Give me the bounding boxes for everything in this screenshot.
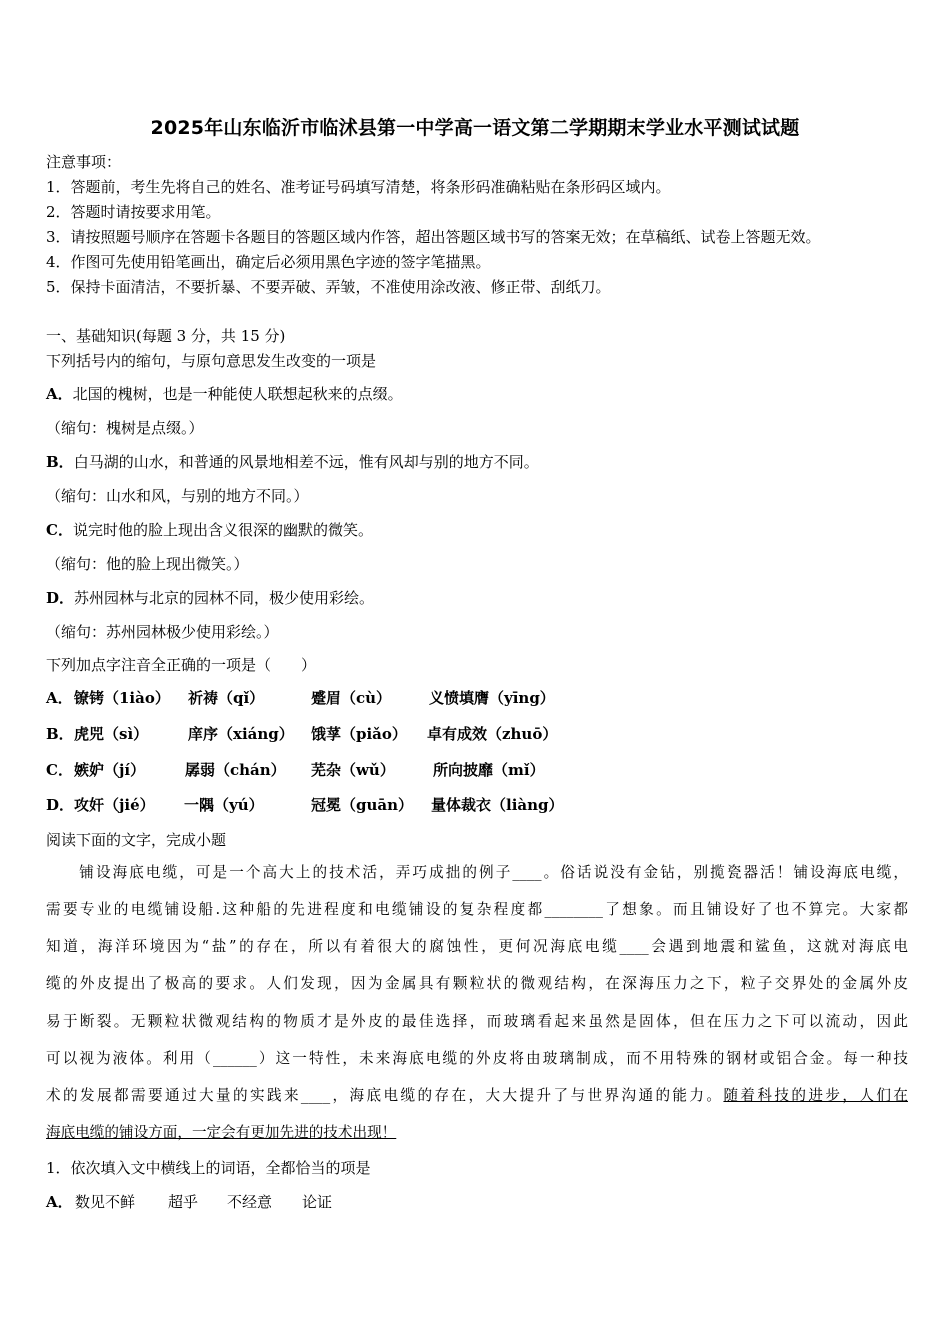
option-label: A． xyxy=(46,689,73,707)
option-label: A． xyxy=(46,1193,73,1211)
option-item: 镣铐（1iào） xyxy=(74,689,170,707)
option-label: D． xyxy=(46,589,75,607)
notice-item-3: 3．请按照题号顺序在答题卡各题目的答题区域内作答，超出答题区域书写的答案无效；在草稿纸、试卷上答题无效。 xyxy=(46,228,821,246)
q1-option-b xyxy=(46,452,539,472)
option-item: 义愤填膺（yīng） xyxy=(429,689,555,707)
option-item: 孱弱（chán） xyxy=(185,761,286,779)
notice-item-5: 5．保持卡面清洁，不要折暴、不要弄破、弄皱，不准使用涂改液、修正带、刮纸刀。 xyxy=(46,278,611,296)
option-label: B． xyxy=(46,725,74,743)
option-label: C． xyxy=(46,761,73,779)
q1-option-a xyxy=(46,384,403,404)
option-item: 攻奸（jié） xyxy=(74,796,155,814)
passage-line: 易于断裂。无颗粒状微观结构的物质才是外皮的最佳选择，而玻璃看起来虽然是固体，但在压力之下可以流动，因此 xyxy=(46,1013,908,1030)
underlined-sentence: 海底电缆的铺设方面，一定会有更加先进的技术出现！ xyxy=(46,1124,397,1141)
option-item: 冠冕（guān） xyxy=(311,796,414,814)
option-item: 论证 xyxy=(302,1193,333,1211)
option-text: 北国的槐树，也是一种能使人联想起秋来的点缀。 xyxy=(72,385,403,403)
option-item: 饿莩（piǎo） xyxy=(311,725,407,743)
option-item: 所向披靡（mǐ） xyxy=(433,761,545,779)
option-item: 卓有成效（zhuō） xyxy=(427,725,558,743)
q1-option-b-note: （缩句：山水和风，与别的地方不同。） xyxy=(46,487,309,505)
option-item: 量体裁衣（liàng） xyxy=(431,796,564,814)
passage-line: 知道，海洋环境因为“盐”的存在，所以有着很大的腐蚀性，更何况海底电缆____会遇到地震和鲨鱼，这就对海底电 xyxy=(46,938,908,955)
option-item: 不经意 xyxy=(227,1193,273,1211)
section-heading: 一、基础知识(每题 3 分，共 15 分) xyxy=(46,327,286,345)
option-text: 白马湖的山水，和普通的风景地相差不远，惟有风却与别的地方不同。 xyxy=(73,453,539,471)
exam-title: 2025年山东临沂市临沭县第一中学高一语文第二学期期末学业水平测试试题 xyxy=(150,117,800,139)
option-label: C． xyxy=(46,521,73,539)
option-item: 虎兕（sì） xyxy=(74,725,149,743)
q1-option-c xyxy=(46,520,373,540)
q3-stem: 1．依次填入文中横线上的词语，全都恰当的项是 xyxy=(46,1159,371,1177)
q1-option-d-note: （缩句：苏州园林极少使用彩绘。） xyxy=(46,623,279,641)
option-label: A． xyxy=(46,385,73,403)
option-text: 说完时他的脸上现出含义很深的幽默的微笑。 xyxy=(72,521,373,539)
notice-item-4: 4．作图可先使用铅笔画出，确定后必须用黑色字迹的签字笔描黑。 xyxy=(46,253,491,271)
passage-text: 术的发展都需要通过大量的实践来____，海底电缆的存在，大大提升了与世界沟通的能力。 xyxy=(46,1087,724,1104)
passage-last-line xyxy=(46,1123,908,1143)
option-item: 蹙眉（cù） xyxy=(311,689,392,707)
option-item: 嫉妒（jí） xyxy=(74,761,146,779)
option-item: 芜杂（wǔ） xyxy=(311,761,395,779)
passage-line: 缆的外皮提出了极高的要求。人们发现，因为金属具有颗粒状的微观结构，在深海压力之下，粒子交界处的金属外皮 xyxy=(46,975,908,992)
reading-intro: 阅读下面的文字，完成小题 xyxy=(46,831,227,849)
option-label: B． xyxy=(46,453,74,471)
passage-line: 需要专业的电缆铺设船.这种船的先进程度和电缆铺设的复杂程度都________了想象。而且铺设好了也不算完。大家都 xyxy=(46,901,908,918)
passage-line: 铺设海底电缆，可是一个高大上的技术活，弄巧成拙的例子____。俗话说没有金钻，别揽瓷器活！铺设海底电缆， xyxy=(46,864,908,881)
option-item: 祈祷（qǐ） xyxy=(188,689,265,707)
passage-line: 可以视为液体。利用（______）这一特性，未来海底电缆的外皮将由玻璃制成，而不用特殊的钢材或铝合金。每一种技 xyxy=(46,1050,908,1067)
notice-item-2: 2．答题时请按要求用笔。 xyxy=(46,203,221,221)
option-label: D． xyxy=(46,796,75,814)
option-item: 庠序（xiáng） xyxy=(188,725,294,743)
option-item: 数见不鲜 xyxy=(75,1193,136,1211)
q2-stem: 下列加点字注音全正确的一项是（ ） xyxy=(46,656,317,674)
q1-option-a-note: （缩句：槐树是点缀。） xyxy=(46,419,204,437)
option-text: 苏州园林与北京的园林不同，极少使用彩绘。 xyxy=(74,589,375,607)
notice-heading: 注意事项： xyxy=(46,153,122,171)
option-item: 超乎 xyxy=(168,1193,199,1211)
q1-option-d xyxy=(46,588,374,608)
q1-option-c-note: （缩句：他的脸上现出微笑。） xyxy=(46,555,249,573)
notice-item-1: 1．答题前，考生先将自己的姓名、准考证号码填写清楚，将条形码准确粘贴在条形码区域内。 xyxy=(46,178,671,196)
q1-stem: 下列括号内的缩句，与原句意思发生改变的一项是 xyxy=(46,352,377,370)
underlined-sentence: 随着科技的进步，人们在 xyxy=(723,1087,908,1104)
passage-line-with-underline xyxy=(46,1086,908,1106)
option-item: 一隅（yú） xyxy=(184,796,264,814)
